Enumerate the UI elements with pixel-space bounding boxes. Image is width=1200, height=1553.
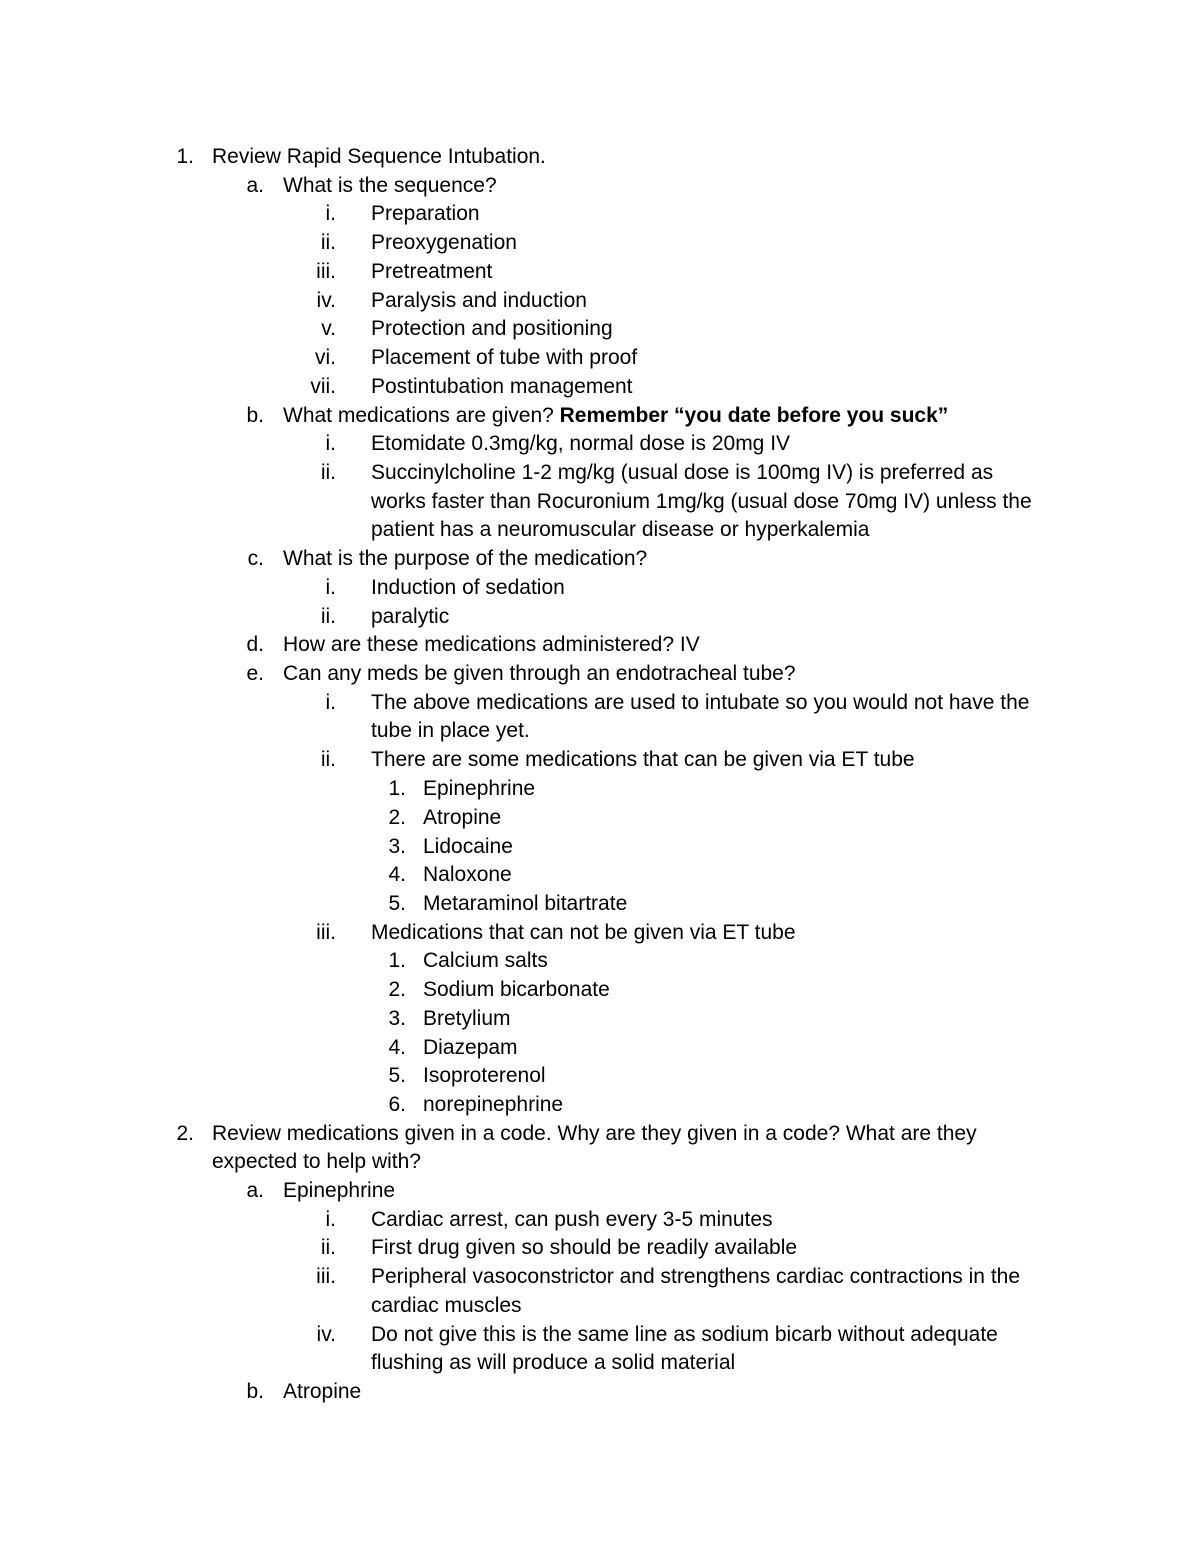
list-marker: 3. [388, 1007, 406, 1030]
list-marker: i. [325, 691, 336, 714]
list-marker: ii. [320, 461, 336, 484]
list-marker: ii. [320, 1236, 336, 1259]
list-marker: iii. [316, 1265, 336, 1288]
list-marker: vii. [310, 375, 336, 398]
list-text: Medications that can not be given via ET tube [371, 921, 796, 944]
list-marker: ii. [320, 231, 336, 254]
list-marker: 1. [176, 145, 194, 168]
list-marker: iv. [316, 1323, 336, 1346]
list-marker: 4. [388, 1036, 406, 1059]
list-text: Can any meds be given through an endotracheal tube? [283, 662, 796, 685]
list-text: Pretreatment [371, 260, 493, 283]
list-marker: 2. [176, 1122, 194, 1145]
list-text: norepinephrine [423, 1093, 564, 1116]
list-text: Succinylcholine 1-2 mg/kg (usual dose is 100mg IV) is preferred as [371, 461, 994, 484]
list-text: Etomidate 0.3mg/kg, normal dose is 20mg IV [371, 432, 791, 455]
list-marker: vi. [315, 346, 336, 369]
list-text: Protection and positioning [371, 317, 613, 340]
list-marker: a. [246, 1179, 264, 1202]
list-text: Isoproterenol [423, 1064, 546, 1087]
list-marker: 3. [388, 835, 406, 858]
list-text: Review medications given in a code. Why are they given in a code? What are they [212, 1122, 977, 1145]
list-text: Sodium bicarbonate [423, 978, 610, 1001]
list-text: Peripheral vasoconstrictor and strengthens cardiac contractions in the [371, 1265, 1021, 1288]
list-text: Metaraminol bitartrate [423, 892, 628, 915]
list-marker: b. [246, 1380, 264, 1403]
list-text: Review Rapid Sequence Intubation. [212, 145, 546, 168]
list-text: There are some medications that can be given via ET tube [371, 748, 915, 771]
list-text: Paralysis and induction [371, 289, 587, 312]
list-text-regular: What medications are given? [283, 404, 560, 427]
list-text: works faster than Rocuronium 1mg/kg (usual dose 70mg IV) unless the [371, 490, 1032, 513]
list-text: Postintubation management [371, 375, 633, 398]
list-marker: ii. [320, 748, 336, 771]
list-text: Preoxygenation [371, 231, 517, 254]
list-marker: c. [247, 547, 264, 570]
list-text: patient has a neuromuscular disease or hyperkalemia [371, 518, 870, 541]
list-marker: iii. [316, 260, 336, 283]
list-marker: i. [325, 576, 336, 599]
list-text: Bretylium [423, 1007, 511, 1030]
list-text: What is the purpose of the medication? [283, 547, 648, 570]
list-marker: a. [246, 174, 264, 197]
list-marker: v. [321, 317, 336, 340]
list-text: Do not give this is the same line as sodium bicarb without adequate [371, 1323, 998, 1346]
list-marker: 6. [388, 1093, 406, 1116]
list-marker: i. [325, 1208, 336, 1231]
list-marker: 2. [388, 978, 406, 1001]
list-text: What is the sequence? [283, 174, 497, 197]
list-marker: 1. [388, 777, 406, 800]
list-text: Calcium salts [423, 949, 548, 972]
list-text: Induction of sedation [371, 576, 565, 599]
list-text: Atropine [423, 806, 502, 829]
list-text: How are these medications administered? IV [283, 633, 700, 656]
list-marker: e. [246, 662, 264, 685]
list-text: paralytic [371, 605, 450, 628]
list-marker: 4. [388, 863, 406, 886]
list-marker: 5. [388, 892, 406, 915]
list-marker: 1. [388, 949, 406, 972]
list-text: Lidocaine [423, 835, 513, 858]
list-marker: b. [246, 404, 264, 427]
list-text: The above medications are used to intubate so you would not have the [371, 691, 1030, 714]
list-text [283, 401, 948, 430]
list-text: Epinephrine [283, 1179, 396, 1202]
mnemonic-emphasis: Remember “you date before you suck” [559, 404, 949, 427]
list-marker: i. [325, 202, 336, 225]
list-text: Placement of tube with proof [371, 346, 638, 369]
list-marker: iii. [316, 921, 336, 944]
list-marker: ii. [320, 605, 336, 628]
list-text: Atropine [283, 1380, 362, 1403]
list-marker: 5. [388, 1064, 406, 1087]
list-text: Naloxone [423, 863, 512, 886]
list-marker: iv. [316, 289, 336, 312]
list-text: Preparation [371, 202, 480, 225]
list-text: First drug given so should be readily available [371, 1236, 798, 1259]
list-text: tube in place yet. [371, 719, 530, 742]
list-text: Epinephrine [423, 777, 536, 800]
list-text: Diazepam [423, 1036, 518, 1059]
list-marker: d. [246, 633, 264, 656]
list-text: flushing as will produce a solid material [371, 1351, 736, 1374]
list-text: Cardiac arrest, can push every 3-5 minutes [371, 1208, 773, 1231]
list-marker: 2. [388, 806, 406, 829]
list-marker: i. [325, 432, 336, 455]
list-text: expected to help with? [212, 1150, 421, 1173]
list-text: cardiac muscles [371, 1294, 522, 1317]
